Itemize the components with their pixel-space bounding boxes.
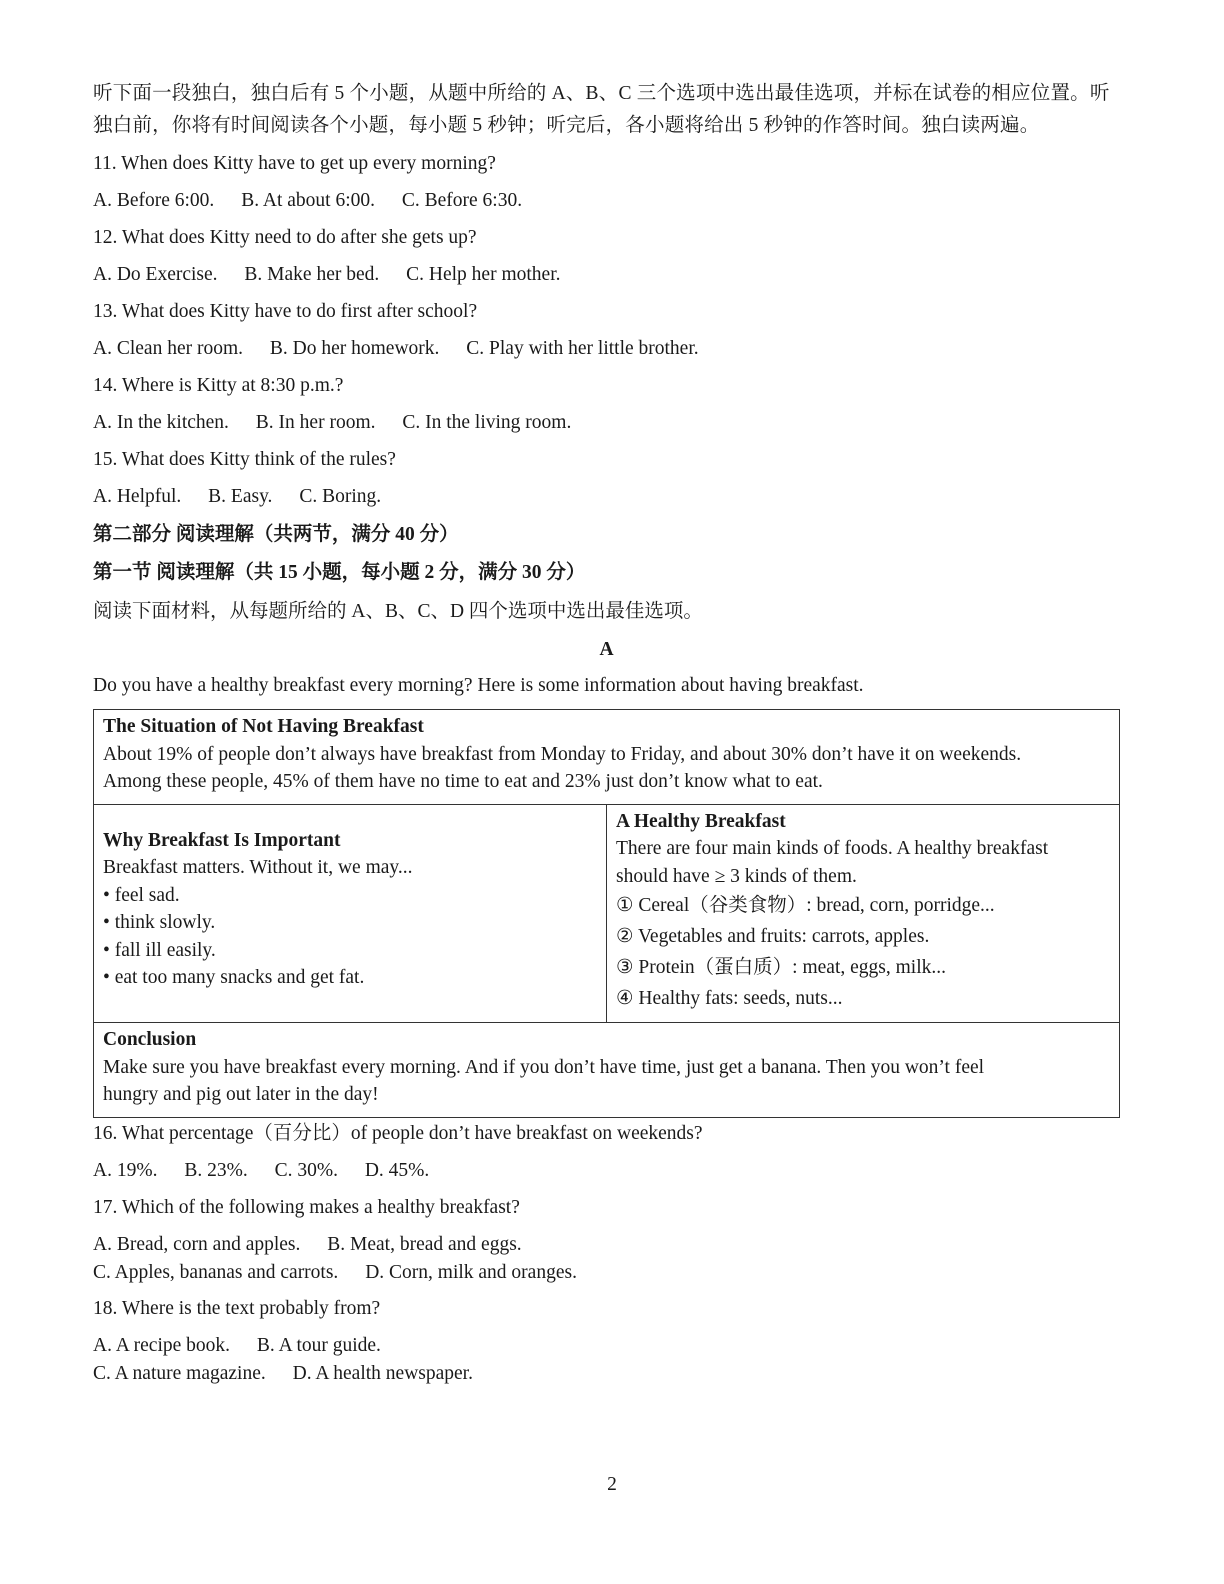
healthy-breakfast-cell bbox=[607, 804, 1120, 1023]
option-d[interactable]: D. 45%. bbox=[364, 1159, 430, 1181]
option-a[interactable]: A. Do Exercise. bbox=[93, 264, 218, 285]
answer-options bbox=[93, 481, 1120, 512]
listening-question bbox=[93, 296, 1120, 364]
situation-title: The Situation of Not Having Breakfast bbox=[103, 716, 424, 737]
conclusion-cell bbox=[94, 1023, 1120, 1118]
situation-line: Among these people, 45% of them have no time to eat and 23% just don’t know what to eat. bbox=[103, 771, 823, 792]
question-text: 16. What percentage（百分比）of people don’t have breakfast on weekends? bbox=[93, 1122, 703, 1144]
conclusion-title: Conclusion bbox=[103, 1029, 197, 1050]
option-c[interactable]: C. In the living room. bbox=[402, 412, 572, 433]
option-b[interactable]: B. 23%. bbox=[184, 1159, 248, 1181]
option-a[interactable]: A. Before 6:00. bbox=[93, 190, 215, 211]
passage-letter: A bbox=[599, 639, 614, 660]
bullet-item: • fall ill easily. bbox=[103, 939, 216, 961]
question-text: 11. When does Kitty have to get up every morning? bbox=[93, 153, 496, 174]
option-d[interactable]: D. A health newspaper. bbox=[292, 1362, 473, 1384]
reading-question bbox=[93, 1118, 1120, 1186]
option-a[interactable]: A. Helpful. bbox=[93, 486, 182, 507]
passage-intro: Do you have a healthy breakfast every morning? Here is some information about having breakfast. bbox=[93, 675, 864, 696]
answer-options bbox=[93, 1155, 1120, 1186]
option-b[interactable]: B. Do her homework. bbox=[269, 338, 440, 359]
why-important-cell bbox=[94, 804, 607, 1023]
part-two-heading: 第二部分 阅读理解（共两节，满分 40 分） bbox=[93, 524, 459, 545]
why-important-title: Why Breakfast Is Important bbox=[103, 829, 341, 851]
option-c[interactable]: C. Before 6:30. bbox=[401, 190, 523, 211]
answer-options-row bbox=[93, 1332, 1120, 1360]
question-text: 18. Where is the text probably from? bbox=[93, 1297, 381, 1319]
bullet-item: • think slowly. bbox=[103, 912, 216, 933]
page-number: 2 bbox=[607, 1474, 617, 1495]
answer-options-row bbox=[93, 1231, 1120, 1259]
option-a[interactable]: A. Clean her room. bbox=[93, 338, 244, 359]
food-kind-item: ① Cereal（谷类食物）: bread, corn, porridge... bbox=[616, 895, 995, 916]
food-kind-item: ② Vegetables and fruits: carrots, apples. bbox=[616, 926, 930, 947]
situation-cell bbox=[94, 710, 1120, 805]
section-one-heading: 第一节 阅读理解（共 15 小题，每小题 2 分，满分 30 分） bbox=[93, 562, 586, 583]
question-text: 13. What does Kitty have to do first after school? bbox=[93, 301, 478, 322]
reading-question bbox=[93, 1293, 1120, 1388]
option-c[interactable]: C. Play with her little brother. bbox=[466, 338, 699, 359]
option-b[interactable]: B. At about 6:00. bbox=[241, 190, 375, 211]
question-text: 15. What does Kitty think of the rules? bbox=[93, 449, 396, 470]
answer-options-row bbox=[93, 1360, 1120, 1388]
answer-options bbox=[93, 259, 1120, 290]
option-c[interactable]: C. 30%. bbox=[274, 1159, 338, 1181]
option-a[interactable]: A. 19%. bbox=[93, 1159, 158, 1181]
healthy-breakfast-line: There are four main kinds of foods. A healthy breakfast bbox=[616, 838, 1049, 859]
option-a[interactable]: A. In the kitchen. bbox=[93, 412, 229, 433]
option-b[interactable]: B. A tour guide. bbox=[256, 1334, 381, 1356]
option-c[interactable]: C. Help her mother. bbox=[406, 264, 561, 285]
reading-instructions: 阅读下面材料，从每题所给的 A、B、C、D 四个选项中选出最佳选项。 bbox=[93, 601, 703, 622]
answer-options bbox=[93, 333, 1120, 364]
listening-question bbox=[93, 148, 1120, 216]
answer-options-row bbox=[93, 1259, 1120, 1287]
breakfast-info-table bbox=[93, 709, 1120, 1118]
option-a[interactable]: A. Bread, corn and apples. bbox=[93, 1233, 301, 1255]
listening-question bbox=[93, 222, 1120, 290]
option-c[interactable]: C. A nature magazine. bbox=[93, 1362, 266, 1384]
food-kind-item: ③ Protein（蛋白质）: meat, eggs, milk... bbox=[616, 957, 946, 978]
option-b[interactable]: B. In her room. bbox=[255, 412, 376, 433]
conclusion-line: Make sure you have breakfast every morning. And if you don’t have time, just get a banana. Then you won’t feel bbox=[103, 1056, 985, 1078]
answer-options bbox=[93, 185, 1120, 216]
listening-question bbox=[93, 370, 1120, 438]
question-text: 12. What does Kitty need to do after she gets up? bbox=[93, 227, 477, 248]
healthy-breakfast-title: A Healthy Breakfast bbox=[616, 810, 786, 832]
option-b[interactable]: B. Meat, bread and eggs. bbox=[327, 1233, 522, 1255]
option-b[interactable]: B. Make her bed. bbox=[244, 264, 380, 285]
option-b[interactable]: B. Easy. bbox=[208, 486, 273, 507]
listening-instructions: 听下面一段独白，独白后有 5 个小题，从题中所给的 A、B、C 三个选项中选出最佳选项，并标在试卷的相应位置。听独白前，你将有时间阅读各个小题，每小题 5 秒钟；听完后，各小题将给出 5 秒钟的作答时间。独白读两遍。 bbox=[93, 83, 1110, 136]
reading-question bbox=[93, 1192, 1120, 1287]
option-c[interactable]: C. Apples, bananas and carrots. bbox=[93, 1261, 339, 1283]
answer-options bbox=[93, 407, 1120, 438]
why-important-intro: Breakfast matters. Without it, we may... bbox=[103, 857, 413, 878]
option-d[interactable]: D. Corn, milk and oranges. bbox=[365, 1261, 577, 1283]
question-text: 17. Which of the following makes a healthy breakfast? bbox=[93, 1196, 520, 1218]
listening-question bbox=[93, 444, 1120, 512]
conclusion-line: hungry and pig out later in the day! bbox=[103, 1084, 379, 1105]
option-c[interactable]: C. Boring. bbox=[299, 486, 382, 507]
exam-page bbox=[93, 78, 1120, 1388]
bullet-item: • eat too many snacks and get fat. bbox=[103, 967, 365, 988]
question-text: 14. Where is Kitty at 8:30 p.m.? bbox=[93, 375, 344, 396]
situation-line: About 19% of people don’t always have breakfast from Monday to Friday, and about 30% don’t have it on weekends. bbox=[103, 743, 1022, 765]
option-a[interactable]: A. A recipe book. bbox=[93, 1334, 231, 1356]
healthy-breakfast-line: should have ≥ 3 kinds of them. bbox=[616, 865, 857, 887]
food-kind-item: ④ Healthy fats: seeds, nuts... bbox=[616, 988, 843, 1009]
bullet-item: • feel sad. bbox=[103, 884, 180, 906]
